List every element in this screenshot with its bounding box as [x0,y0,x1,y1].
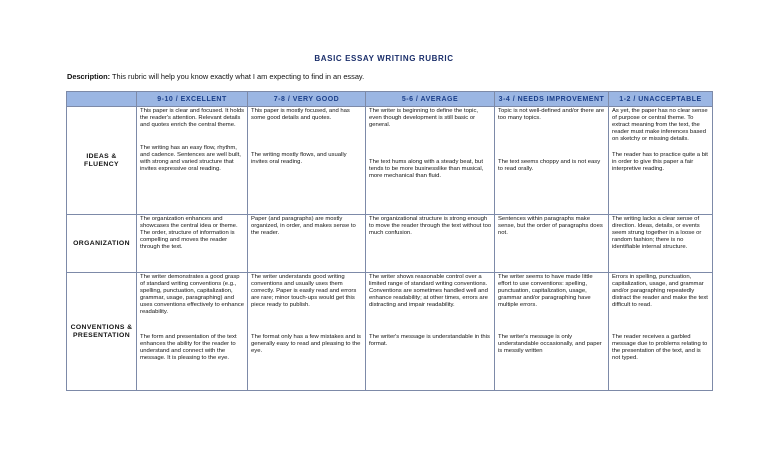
description [67,72,364,81]
cell-organization-excellent [137,215,248,273]
cell-conventions-excellent [137,273,248,391]
cell-text: Paper (and paragraphs) are mostly organized, in order, and makes sense to the reader. [251,216,356,236]
row-label-conventions-presentation: CONVENTIONS & PRESENTATION [67,273,137,391]
cell-conventions-unacceptable [609,273,713,391]
cell-text: The reader has to practice quite a bit in order to give this paper a fair interpretive reading. [612,152,708,172]
cell-text: The text seems choppy and is not easy to read orally. [498,159,601,172]
cell-text: The writer's message is understandable in this format. [369,334,490,347]
row-label-organization: ORGANIZATION [67,215,137,273]
cell-text: The writer understands good writing conventions and usually uses them correctly. Paper is easily read and errors are rare; minor touch-ups would get this piece ready to publish. [251,274,357,308]
cell-text: The writing has an easy flow, rhythm, and cadence. Sentences are well built, with strong and varied structure that invites expressive oral reading. [140,145,241,172]
cell-text: The format only has a few mistakes and is generally easy to read and pleasing to the eye. [251,334,362,354]
cell-text: The writer's message is only understandable occasionally, and paper is messily written [498,334,602,354]
cell-ideas-excellent [137,107,248,215]
cell-text: The reader receives a garbled message due to problems relating to the presentation of the text, and is not typed. [612,334,708,361]
header-average: 5-6 / AVERAGE [366,92,495,107]
cell-text: Sentences within paragraphs make sense, but the order of paragraphs does not. [498,216,603,236]
cell-text: The writer is beginning to define the topic, even though development is still basic or general. [369,108,479,128]
cell-text: The organization enhances and showcases the central idea or theme. The order, structure of information is compelling and moves the reader through the text. [140,216,238,250]
cell-text: As yet, the paper has no clear sense of purpose or central theme. To extract meaning from the text, the reader must make inferences based on sketchy or missing details. [612,108,708,142]
cell-organization-very-good [248,215,366,273]
description-label: Description: [67,72,111,81]
header-needs-improvement: 3-4 / NEEDS IMPROVEMENT [495,92,609,107]
cell-ideas-unacceptable [609,107,713,215]
cell-ideas-needs-improvement [495,107,609,215]
cell-conventions-very-good [248,273,366,391]
description-text: This rubric will help you know exactly what I am expecting to find in an essay. [110,72,365,81]
header-unacceptable: 1-2 / UNACCEPTABLE [609,92,713,107]
cell-organization-needs-improvement [495,215,609,273]
cell-text: The writing mostly flows, and usually invites oral reading. [251,152,347,165]
cell-conventions-needs-improvement [495,273,609,391]
cell-ideas-very-good [248,107,366,215]
cell-text: Errors in spelling, punctuation, capitalization, usage, and grammar and/or paragraphing repeatedly distract the reader and make the text difficult to read. [612,274,708,308]
row-label-ideas-fluency: IDEAS & FLUENCY [67,107,137,215]
rubric-table [66,91,713,391]
cell-text: This paper is mostly focused, and has some good details and quotes. [251,108,350,121]
cell-text: The organizational structure is strong enough to move the reader through the text without too much confusion. [369,216,492,236]
cell-text: Topic is not well-defined and/or there are too many topics. [498,108,605,121]
cell-text: The text hums along with a steady beat, but tends to be more businesslike than musical, more mechanical than fluid. [369,159,484,179]
header-row [67,92,713,107]
document-title: BASIC ESSAY WRITING RUBRIC [314,54,454,63]
cell-ideas-average [366,107,495,215]
header-very-good: 7-8 / VERY GOOD [248,92,366,107]
row-organization [67,215,713,273]
cell-text: The writer seems to have made little effort to use conventions: spelling, punctuation, capitalization, usage, grammar and/or paragraphing have multiple errors. [498,274,593,308]
cell-organization-unacceptable [609,215,713,273]
cell-text: This paper is clear and focused. It holds the reader's attention. Relevant details and quotes enrich the central theme. [140,108,245,128]
row-ideas-fluency [67,107,713,215]
cell-text: The writer shows reasonable control over a limited range of standard writing conventions. Conventions are sometimes handled well and enhance readability; at other times, errors are distracting and impair readability. [369,274,488,308]
cell-conventions-average [366,273,495,391]
cell-text: The writer demonstrates a good grasp of standard writing conventions (e.g., spelling, punctuation, capitalization, grammar, usage, paragraphing) and uses conventions effectively to enhance readability. [140,274,245,315]
cell-text: The form and presentation of the text enhances the ability for the reader to understand and connect with the message. It is pleasing to the eye. [140,334,237,361]
header-excellent: 9-10 / EXCELLENT [137,92,248,107]
cell-organization-average [366,215,495,273]
header-corner [67,92,137,107]
row-conventions-presentation [67,273,713,391]
cell-text: The writing lacks a clear sense of direction. Ideas, details, or events seem strung together in a loose or random fashion; there is no identifiable internal structure. [612,216,702,250]
